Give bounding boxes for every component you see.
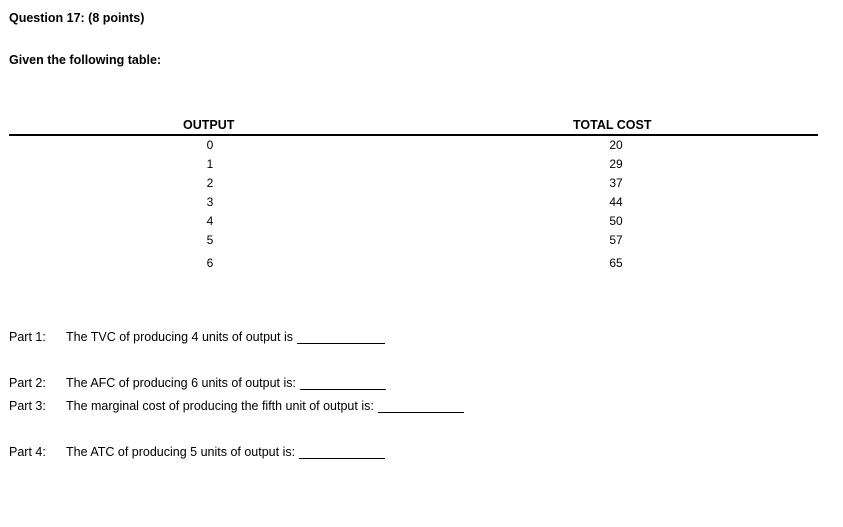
intro-text: Given the following table: xyxy=(9,53,162,67)
part-2 xyxy=(9,376,386,390)
total-cost-column-header: TOTAL COST xyxy=(573,118,652,132)
part-question: The marginal cost of producing the fifth unit of output is: xyxy=(66,399,374,413)
output-cell: 4 xyxy=(206,214,214,228)
answer-blank[interactable] xyxy=(378,411,464,413)
output-cell: 6 xyxy=(206,256,214,270)
part-label: Part 1: xyxy=(9,330,46,344)
output-cell: 2 xyxy=(206,176,214,190)
part-label: Part 4: xyxy=(9,445,46,459)
answer-blank[interactable] xyxy=(300,388,386,390)
part-label: Part 3: xyxy=(9,399,46,413)
part-1 xyxy=(9,330,385,344)
total-cost-cell: 20 xyxy=(609,138,623,152)
output-cell: 0 xyxy=(206,138,214,152)
output-column-header: OUTPUT xyxy=(183,118,235,132)
output-cell: 1 xyxy=(206,157,214,171)
part-3 xyxy=(9,399,464,413)
total-cost-cell: 37 xyxy=(609,176,623,190)
header-rule xyxy=(9,134,818,136)
part-question: The ATC of producing 5 units of output is: xyxy=(66,445,296,459)
part-question: The TVC of producing 4 units of output is xyxy=(66,330,293,344)
part-question: The AFC of producing 6 units of output is: xyxy=(66,376,296,390)
answer-blank[interactable] xyxy=(299,457,385,459)
part-4 xyxy=(9,445,385,459)
total-cost-cell: 65 xyxy=(609,256,623,270)
total-cost-cell: 50 xyxy=(609,214,623,228)
output-cell: 3 xyxy=(206,195,214,209)
total-cost-cell: 44 xyxy=(609,195,623,209)
answer-blank[interactable] xyxy=(297,342,385,344)
question-title: Question 17: (8 points) xyxy=(9,11,145,25)
total-cost-cell: 29 xyxy=(609,157,623,171)
total-cost-cell: 57 xyxy=(609,233,623,247)
output-cell: 5 xyxy=(206,233,214,247)
part-label: Part 2: xyxy=(9,376,46,390)
